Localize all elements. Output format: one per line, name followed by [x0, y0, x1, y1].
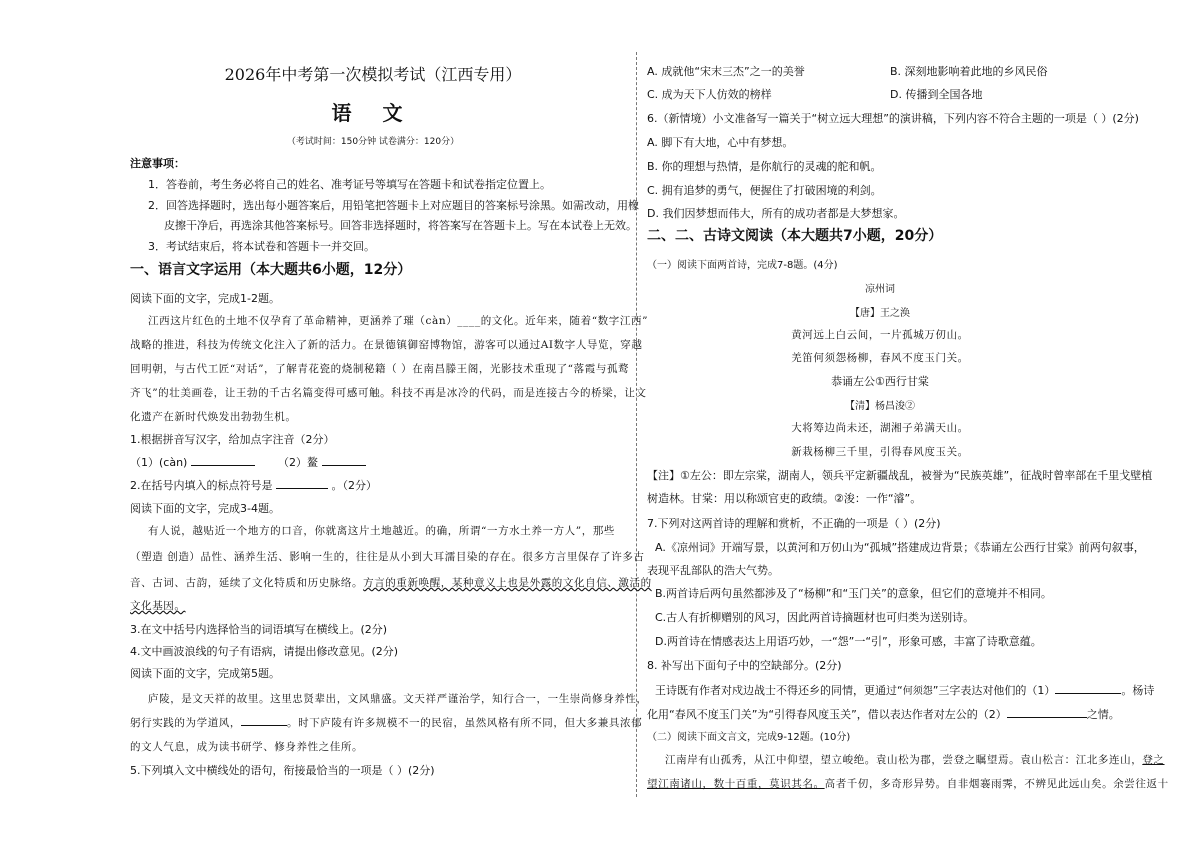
poem-note-line-2: 树造林。甘棠：用以称颂官吏的政绩。②浚：一作“濬”。: [647, 492, 922, 505]
q6-option-d[interactable]: D. 我们因梦想而伟大，所有的成功者都是大梦想家。: [647, 207, 905, 220]
q5-fill-blank[interactable]: [241, 715, 287, 726]
q5-option-d[interactable]: D. 传播到全国各地: [890, 88, 983, 101]
passage-2-line-3: [130, 575, 652, 590]
reading-instruction-1: 阅读下面的文字，完成1-2题。: [130, 292, 280, 305]
poem-1-line-2: 羌笛何须怨杨柳，春风不度玉门关。: [791, 352, 969, 364]
poem-2-title: 恭诵左公①西行甘棠: [831, 375, 929, 388]
notice-item-2-cont: 皮擦干净后，再选涂其他答案标号。回答非选择题时，将答案写在答题卡上。写在本试卷上无效。: [164, 219, 637, 232]
question-6: 6.（新情境）小文准备写一篇关于“树立远大理想”的演讲稿，下列内容不符合主题的一项是（ ）(2分): [647, 112, 1139, 125]
q8-quote: 何须怨: [902, 686, 933, 697]
question-7: 7.下列对这两首诗的理解和赏析，不正确的一项是（ ）(2分): [647, 517, 941, 530]
passage-3-line-1: 庐陵，是文天祥的故里。这里忠贤辈出，文风鼎盛。文天祥严谨治学，知行合一，一生崇尚修身养性，: [148, 693, 648, 705]
notice-item-3: 3．考试结束后，将本试卷和答题卡一并交回。: [148, 240, 375, 253]
passage-3-line-2-text: 躬行实践的为学道风，: [130, 717, 241, 729]
poem-1-author: 【唐】王之涣: [850, 308, 910, 319]
question-3: 3.在文中括号内选择恰当的词语填写在横线上。(2分): [130, 623, 388, 636]
part-1-instruction: （一）阅读下面两首诗，完成7-8题。(4分): [647, 260, 838, 271]
passage-1-line-5: 化遗产在新时代焕发出勃勃生机。: [130, 411, 297, 423]
classical-text-line-1-text: 江南岸有山孤秀，从江中仰望，望立峻绝。袁山松为郡，尝登之瞩望焉。袁山松言：江北多连山，: [665, 754, 1143, 766]
q8-answer-blank-2[interactable]: [1007, 707, 1087, 718]
poem-2-line-2: 新栽杨柳三千里，引得春风度玉关。: [791, 446, 969, 458]
q5-option-a[interactable]: A. 成就他“宋末三杰”之一的美誉: [647, 65, 805, 78]
question-2-text: 2.在括号内填入的标点符号是: [130, 479, 273, 492]
q8-line-2-end: 之情。: [1086, 708, 1120, 721]
passage-1-line-1: 江西这片红色的土地不仅孕育了革命精神，更涵养了璀（càn）____的文化。近年来，随着“数字江西”: [148, 315, 649, 327]
q8-line-2-text: 化用“春风不度玉门关”为“引得春风度玉关”，借以表达作者对左公的（2）: [647, 708, 1007, 721]
q8-line-1-end: 。杨诗: [1121, 684, 1155, 697]
passage-3-line-3: 的文人气息，成为读书研学、修身养性之佳所。: [130, 741, 364, 753]
q2-answer-blank[interactable]: [276, 478, 328, 489]
question-5: 5.下列填入文中横线处的语句，衔接最恰当的一项是（ ）(2分): [130, 764, 435, 777]
q6-option-c[interactable]: C. 拥有追梦的勇气，便握住了打破困境的利剑。: [647, 184, 882, 197]
q7-option-a[interactable]: A.《凉州词》开端写景，以黄河和万仞山为“孤城”搭建成边背景；《恭诵左公西行甘棠》前两句叙事，: [655, 541, 1145, 554]
q5-option-b[interactable]: B. 深刻地影响着此地的乡风民俗: [890, 65, 1048, 78]
passage-3-line-2: [130, 715, 642, 730]
poem-1-line-1: 黄河远上白云间，一片孤城万仞山。: [791, 329, 969, 341]
part-2-instruction: （二）阅读下面文言文，完成9-12题。(10分): [647, 732, 851, 743]
exam-title: 2026年中考第一次模拟考试（江西专用）: [224, 65, 522, 84]
q7-option-d[interactable]: D.两首诗在情感表达上用语巧妙，一“怨”一“引”，形象可感，丰富了诗歌意蕴。: [655, 635, 1042, 648]
classical-text-line-1: [665, 752, 1165, 767]
question-2: [130, 477, 377, 493]
question-8: 8. 补写出下面句子中的空缺部分。(2分): [647, 659, 842, 672]
q8-answer-blank-1[interactable]: [1055, 683, 1121, 694]
subject-title: 语 文: [331, 101, 415, 125]
passage-1-line-3: 回明朝，与古代工匠“对话”，了解青花瓷的烧制秘籍（ ）在南昌滕王阁，光影技术重现了“落霞与孤鹜: [130, 363, 630, 375]
q1-part-1-label: （1）(càn): [130, 456, 188, 469]
poem-note-line-1: 【注】①左公：即左宗棠，湖南人，领兵平定新疆战乱，被誉为“民族英雄”，征战时曾率部在千里戈壁植: [647, 469, 1153, 482]
passage-3-line-2-rest: 。时下庐陵有许多规模不一的民宿，虽然风格有所不同，但大多兼具浓郁: [287, 717, 643, 729]
question-1: 1.根据拼音写汉字，给加点字注音（2分）: [130, 433, 335, 446]
q7-option-c[interactable]: C.古人有折柳赠别的风习，因此两首诗摘题材也可归类为送别诗。: [655, 611, 975, 624]
question-1-part-2: [278, 454, 366, 470]
classical-text-underline-1: 登之: [1142, 754, 1165, 766]
wavy-sentence: 方言的重新唤醒，某种意义上也是外露的文化自信、激活的: [363, 577, 652, 589]
reading-instruction-3: 阅读下面的文字，完成第5题。: [130, 667, 280, 680]
q7-option-a-cont: 表现平乱部队的浩大气势。: [647, 564, 779, 577]
q8-line-1-text: 王诗既有作者对戍边战士不得还乡的同情，更通过“: [655, 684, 903, 697]
wavy-sentence-cont: 文化基因。: [130, 600, 186, 612]
classical-text-line-2-text: 高者千仞，多奇形异势。自非烟褰雨霁，不辨见此远山矣。余尝往返十: [824, 778, 1169, 790]
passage-1-line-4: 齐飞”的壮美画卷，让王勃的千古名篇变得可感可触。科技不再是冰冷的代码，而是连接古今的桥梁，让文: [130, 387, 647, 399]
section-2-heading: 二、二、古诗文阅读（本大题共7小题，20分）: [647, 228, 943, 244]
column-divider: [636, 52, 637, 797]
q6-option-b[interactable]: B. 你的理想与热情，是你航行的灵魂的舵和帆。: [647, 160, 882, 173]
poem-2-line-1: 大将筹边尚未还，湖湘子弟满天山。: [791, 422, 969, 434]
q7-option-b[interactable]: B.两首诗后两句虽然都涉及了“杨柳”和“玉门关”的意象，但它们的意境并不相同。: [655, 587, 1052, 600]
classical-text-line-2: [647, 776, 1169, 791]
question-1-part-1: [130, 454, 255, 470]
q1-answer-blank-2[interactable]: [322, 455, 366, 466]
q1-answer-blank-1[interactable]: [191, 455, 255, 466]
question-2-score: 。（2分）: [331, 479, 377, 492]
passage-2-line-3-text: 音、古词、古韵，延续了文化特质和历史脉络。: [130, 577, 364, 589]
left-column: [118, 0, 652, 849]
reading-instruction-2: 阅读下面的文字，完成3-4题。: [130, 502, 280, 515]
notice-item-2: 2．回答选择题时，选出每小题答案后，用铅笔把答题卡上对应题目的答案标号涂黑。如需改动，用橡: [148, 199, 639, 212]
q5-option-c[interactable]: C. 成为天下人仿效的榜样: [647, 88, 772, 101]
notice-item-1: 1．答卷前，考生务必将自己的姓名、准考证号等填写在答题卡和试卷指定位置上。: [148, 178, 551, 191]
section-1-heading: 一、语言文字运用（本大题共6小题，12分）: [130, 262, 412, 278]
passage-1-line-2: 战略的推进，科技为传统文化注入了新的活力。在景德镇御窑博物馆，游客可以通过AI数字人导览，穿越: [130, 339, 643, 351]
exam-meta: （考试时间：150分钟 试卷满分：120分）: [286, 137, 460, 147]
notice-heading: 注意事项：: [130, 157, 185, 170]
q6-option-a[interactable]: A. 脚下有大地，心中有梦想。: [647, 136, 794, 149]
q1-part-2-label: （2）鳌: [278, 456, 318, 469]
right-column: [645, 0, 1169, 849]
q8-line-2: [647, 706, 1120, 722]
classical-text-underline-2: 望江南诸山，数十百重，莫识其名。: [647, 778, 825, 790]
passage-2-line-2: （塑造 创造）品性、涵养生活、影响一生的，往往是从小到大耳濡目染的存在。很多方言里保存了许多古: [130, 551, 645, 563]
passage-2-line-1: 有人说，越贴近一个地方的口音，你就离这片土地越近。的确，所谓“一方水土养一方人”，那些: [148, 525, 616, 537]
poem-1-title: 凉州词: [865, 284, 895, 295]
poem-2-author: 【清】杨昌浚②: [845, 401, 915, 412]
q8-line-1-mid: ”三字表达对他们的（1）: [932, 684, 1056, 697]
q8-line-1: [655, 682, 1154, 698]
question-4: 4.文中画波浪线的句子有语病，请提出修改意见。(2分): [130, 645, 399, 658]
